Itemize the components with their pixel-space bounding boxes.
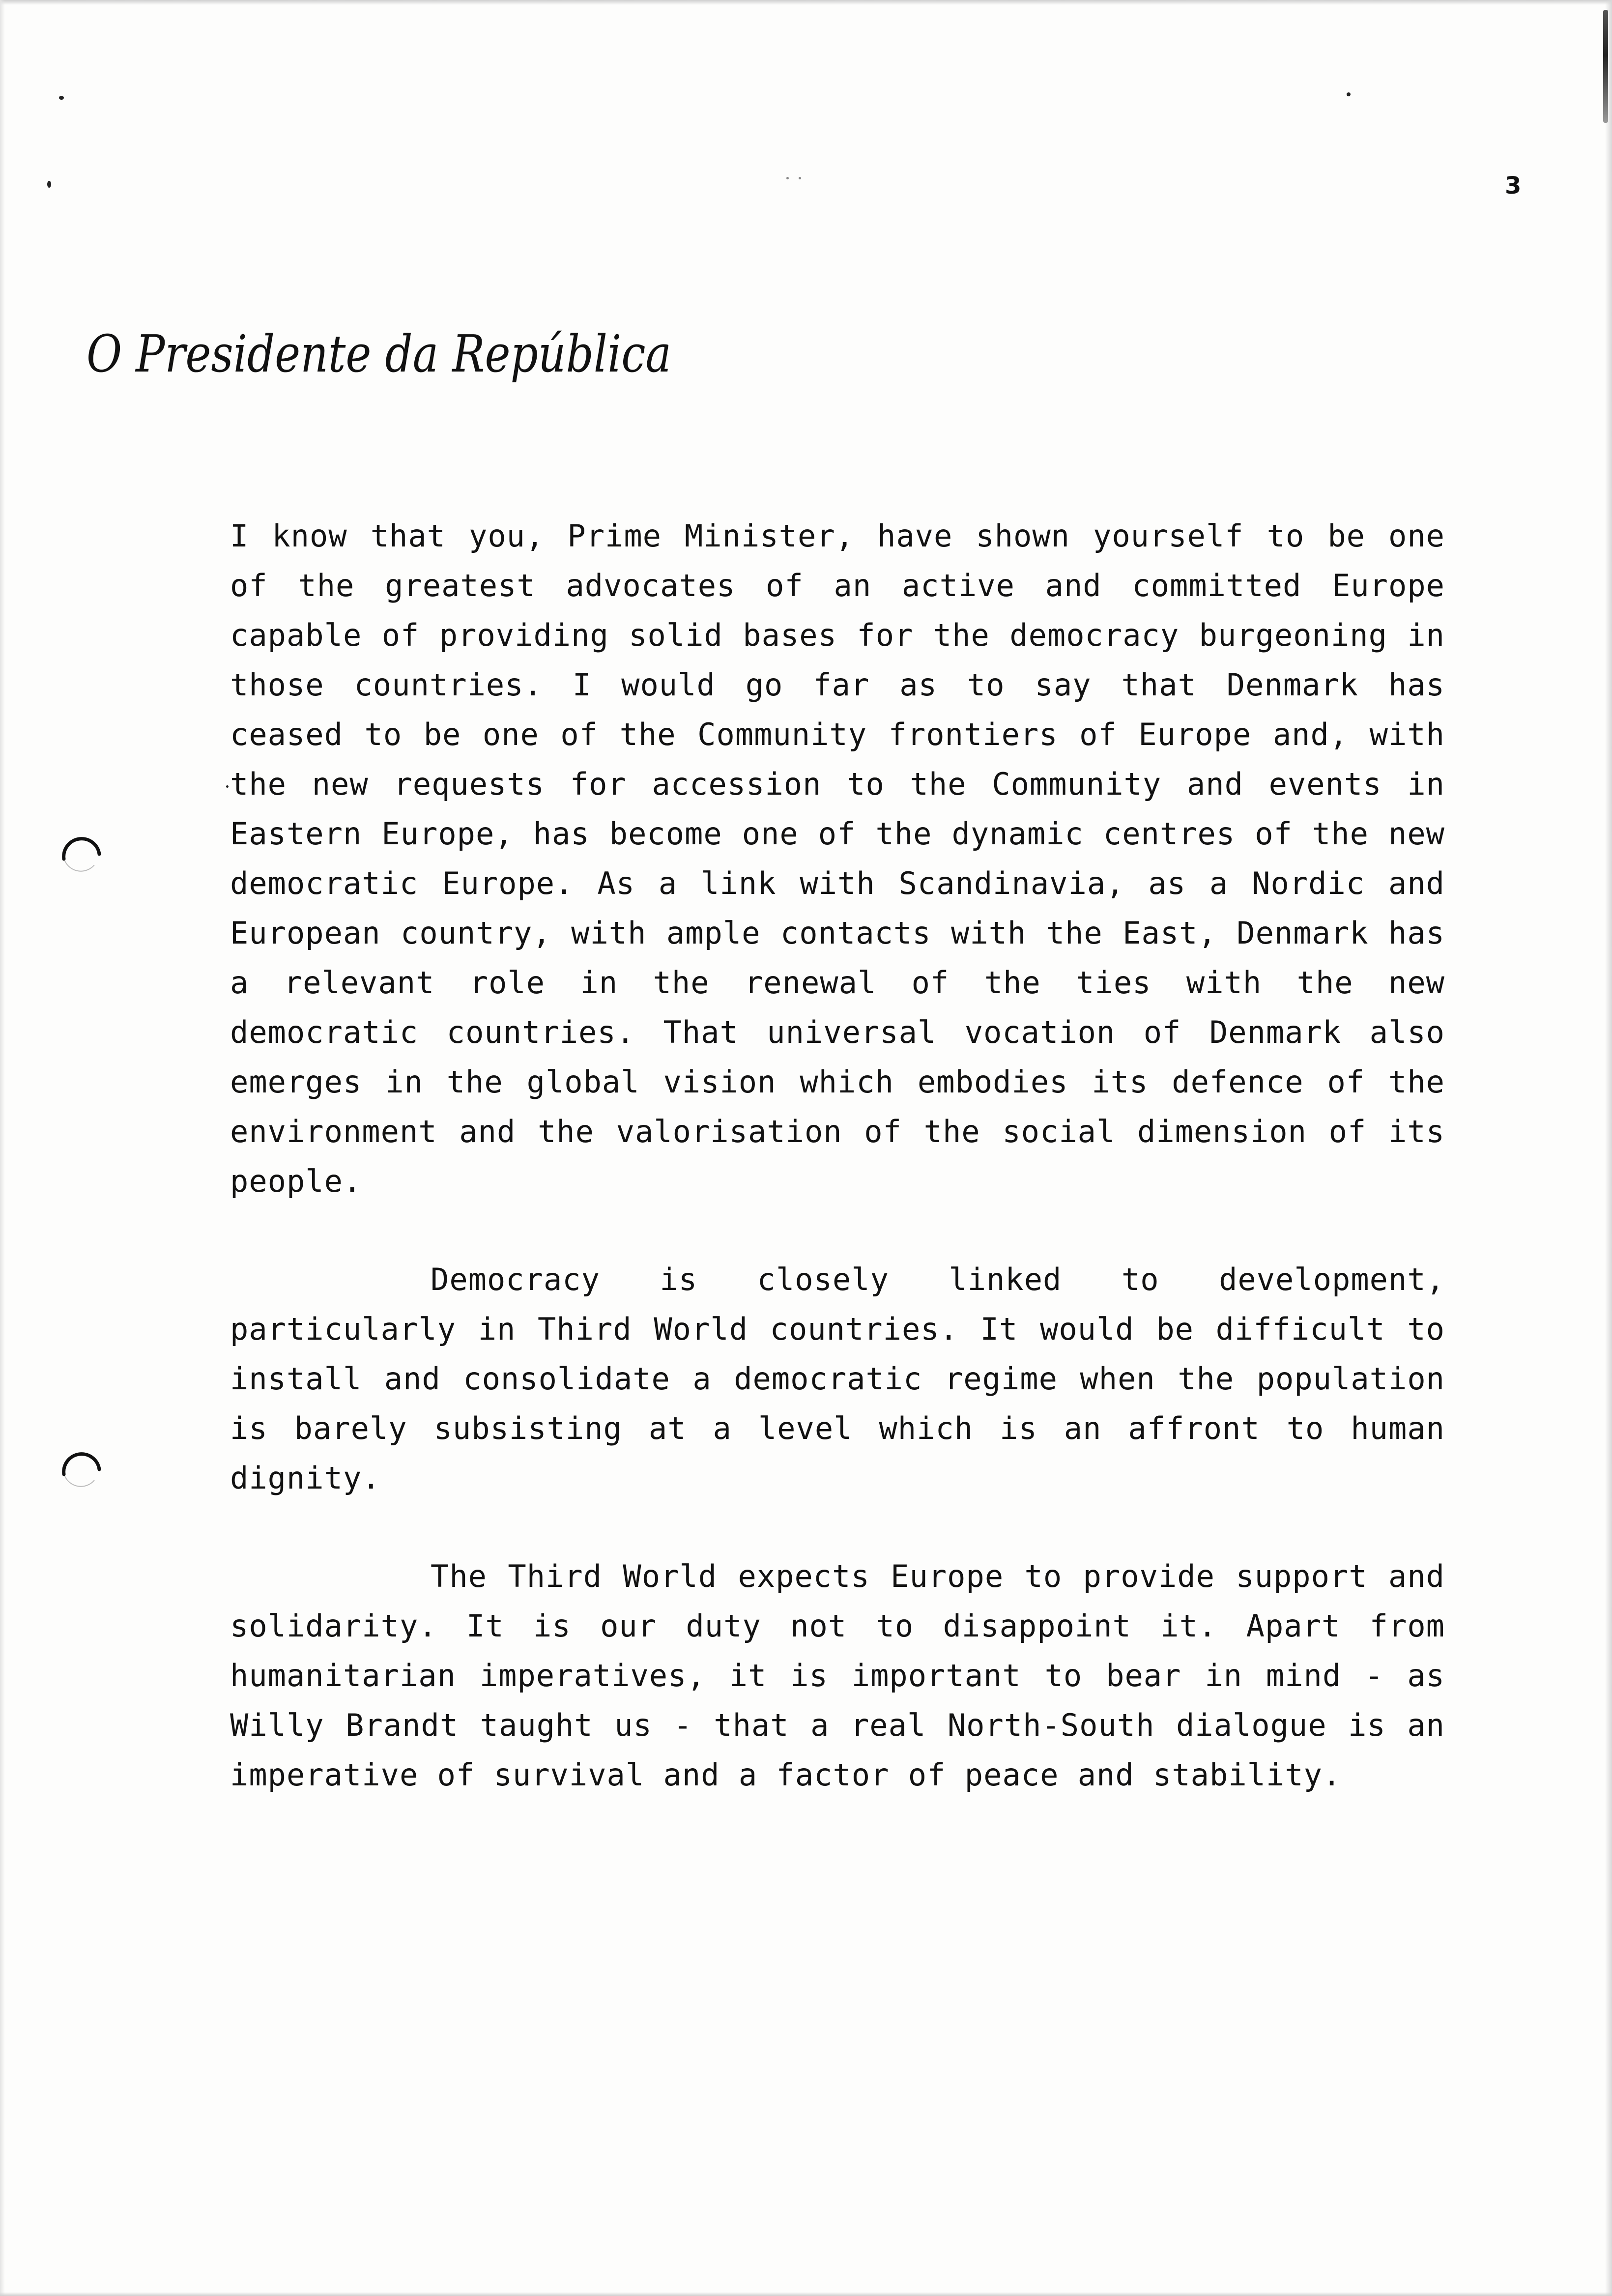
scan-edge-top xyxy=(0,0,1612,5)
scan-margin-mark xyxy=(1603,10,1608,123)
punch-hole-bottom xyxy=(60,1440,103,1483)
punch-hole-top xyxy=(60,825,103,868)
scan-edge-bottom xyxy=(0,2292,1612,2296)
scan-edge-right xyxy=(1605,0,1612,2296)
scan-speck xyxy=(1347,92,1351,96)
letterhead-script xyxy=(84,310,678,408)
scan-speck xyxy=(59,96,64,100)
scan-speck xyxy=(47,181,51,188)
paragraph: Democracy is closely linked to development, particularly in Third World countries. It would be difficult to install and consolidate a democratic regime when the population is barely subsisting at a level which is an affront to human dignity. xyxy=(230,1262,1445,1496)
scan-speck xyxy=(226,785,229,788)
scan-speck xyxy=(799,177,801,179)
page-number: 3 xyxy=(1505,172,1522,200)
letter-body xyxy=(230,511,1445,1800)
scan-edge-left xyxy=(0,0,5,2296)
letterhead-text: O Presidente da República xyxy=(86,324,671,384)
paragraph: I know that you, Prime Minister, have shown yourself to be one of the greatest advocates of an active and committed Europe capable of providing solid bases for the democracy burgeoning in those countries. I would go far as to say that Denmark has ceased to be one of the Community frontiers of Europe and, with the new requests for accession to the Community and events in Eastern Europe, has become one of the dynamic centres of the new democratic Europe. As a link with Scandinavia, as a Nordic and European country, with ample contacts with the East, Denmark has a relevant role in the renewal of the ties with the new democratic countries. That universal vocation of Denmark also emerges in the global vision which embodies its defence of the environment and the valorisation of the social dimension of its people. xyxy=(230,518,1445,1199)
scan-speck xyxy=(786,177,789,179)
paragraph: The Third World expects Europe to provide support and solidarity. It is our duty not to disappoint it. Apart from humanitarian imperatives, it is important to bear in mind - as Willy Brandt taught us - that a real North-South dialogue is an imperative of survival and a factor of peace and stability. xyxy=(230,1558,1445,1793)
